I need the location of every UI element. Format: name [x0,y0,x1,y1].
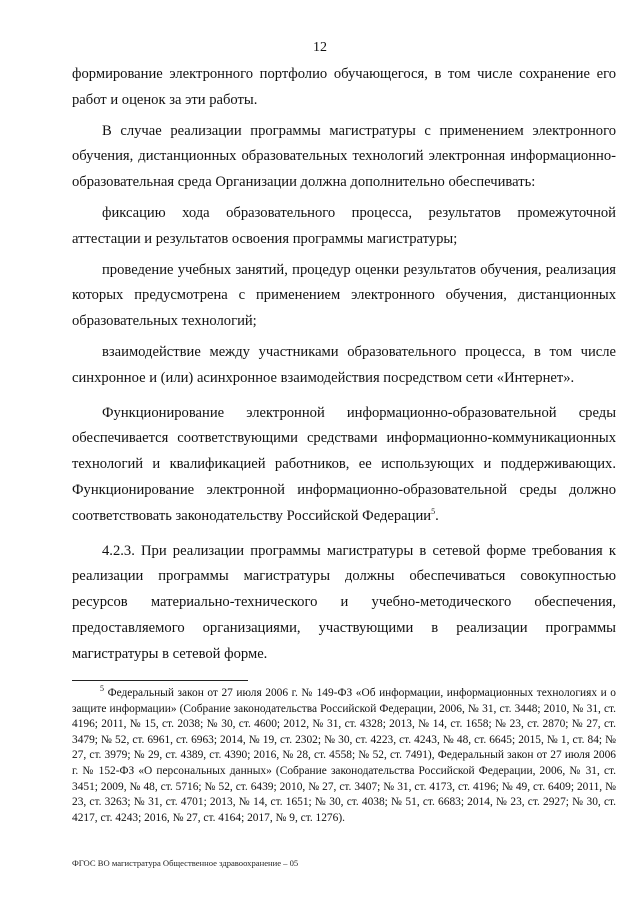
footnote-reference: 5 [431,506,436,516]
paragraph-2: В случае реализации программы магистратуры с применением электронного обучения, дистанционных образовательных технологий электронная информационно-образовательная среда Организации должна дополнительно обеспечивать: [72,122,616,191]
paragraph-6: Функционирование электронной информационно-образовательной среды обеспечивается соответствующими средствами информационно-коммуникационных технологий и квалификацией работников, ее использующих и поддерживающих. Функционирование электронной информационно-образовательной среды должно соответствовать законодательству Российской Федерации$^5$. [72,404,616,524]
footnote-text: Федеральный закон от 27 июля 2006 г. № 149-ФЗ «Об информации, информационных технологиях и о защите информации» (Собрание законодательства Российской Федерации, 2006, № 31, ст. 3448; 2010, № 31, ст. 4196; 2011, № 15, ст. 2038; № 30, ст. 4600; 2012, № 31, ст. 4328; 2013, № 14, ст. 1658; № 23, ст. 2870; № 27, ст. 3479; № 52, ст. 6961, ст. 6963; 2014, № 19, ст. 2302; № 30, ст. 4223, ст. 4243, № 48, ст. 6645; 2015, № 1, ст. 84; № 27, ст. 3979; № 29, ст. 4389, ст. 4390; 2016, № 28, ст. 4558; № 52, ст. 7491), Федеральный закон от 27 июля 2006 г. № 152-ФЗ «О персональных данных» (Собрание законодательства Российской Федерации, 2006, № 31, ст. 3451; 2009, № 48, ст. 5716; № 52, ст. 6439; 2010, № 27, ст. 3407; № 31, ст. 4173, ст. 4196; № 49, ст. 6409; 2011, № 23, ст. 3263; № 31, ст. 4701; 2013, № 14, ст. 1651; № 30, ст. 4038; № 51, ст. 6683; 2014, № 23, ст. 2927; № 30, ст. 4217, ст. 4243; 2016, № 27, ст. 4164; 2017, № 9, ст. 1276). [72,687,616,824]
footnote-number: 5 [100,684,104,694]
paragraph-3: фиксацию хода образовательного процесса, результатов промежуточной аттестации и результатов освоения программы магистратуры; [72,204,616,247]
paragraph-5: взаимодействие между участниками образовательного процесса, в том числе синхронное и (или) асинхронное взаимодействия посредством сети «Интернет». [72,343,616,386]
footnote [72,686,616,826]
paragraph-7: 4.2.3. При реализации программы магистратуры в сетевой форме требования к реализации программы магистратуры должны обеспечиваться совокупностью ресурсов материально-технического и учебно-методического обеспечения, предоставляемого организациями, участвующими в реализации программы магистратуры в сетевой форме. [72,542,616,662]
footnote-separator [72,680,248,681]
page-number: 12 [313,40,327,55]
paragraph-4: проведение учебных занятий, процедур оценки результатов обучения, реализация которых предусмотрена с применением электронного обучения, дистанционных образовательных технологий; [72,261,616,330]
body-text [72,62,616,668]
paragraph-6-text: Функционирование электронной информационно-образовательной среды обеспечивается соответствующими средствами информационно-коммуникационных технологий и квалификацией работников, ее использующих и поддерживающих. Функционирование электронной информационно-образовательной среды должно соответствовать законодательству Российской Федерации [72,404,616,524]
page-footer: ФГОС ВО магистратура Общественное здравоохранение – 05 [72,858,299,868]
paragraph-1: формирование электронного портфолио обучающегося, в том числе сохранение его работ и оценок за эти работы. [72,66,616,108]
